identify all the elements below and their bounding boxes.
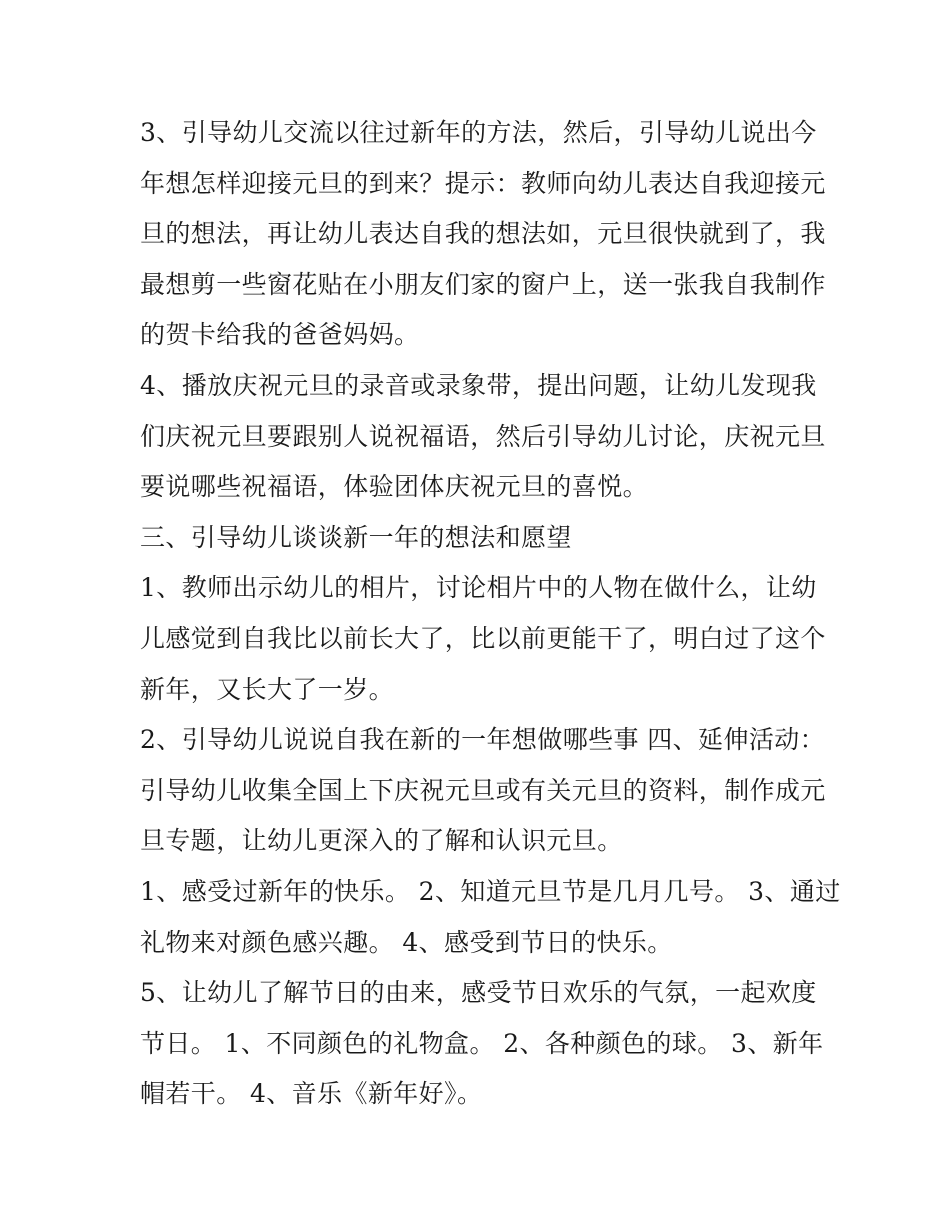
text-line: 5、让幼儿了解节日的由来，感受节日欢乐的气氛，一起欢度: [140, 978, 817, 1008]
text-line: 的贺卡给我的爸爸妈妈。: [140, 320, 420, 350]
text-line: 引导幼儿收集全国上下庆祝元旦或有关元旦的资料，制作成元: [140, 775, 826, 805]
document-body: [140, 108, 841, 1120]
text-line: 最想剪一些窗花贴在小朋友们家的窗户上，送一张我自我制作: [140, 269, 826, 299]
section-heading: 三、引导幼儿谈谈新一年的想法和愿望: [140, 522, 572, 552]
text-line: 年想怎样迎接元旦的到来？提示：教师向幼儿表达自我迎接元: [140, 168, 826, 198]
text-line: 旦专题，让幼儿更深入的了解和认识元旦。: [140, 826, 623, 856]
text-line: 1、感受过新年的快乐。 2、知道元旦节是几月几号。 3、通过: [140, 876, 841, 906]
text-line: 2、引导幼儿说说自我在新的一年想做哪些事 四、延伸活动：: [140, 725, 826, 755]
text-line: 礼物来对颜色感兴趣。 4、感受到节日的快乐。: [140, 927, 673, 957]
text-line: 旦的想法，再让幼儿表达自我的想法如，元旦很快就到了，我: [140, 219, 826, 249]
text-line: 儿感觉到自我比以前长大了，比以前更能干了，明白过了这个: [140, 623, 826, 653]
text-line: 节日。 1、不同颜色的礼物盒。 2、各种颜色的球。 3、新年: [140, 1028, 824, 1058]
text-line: 1、教师出示幼儿的相片，讨论相片中的人物在做什么，让幼: [140, 573, 817, 603]
text-line: 3、引导幼儿交流以往过新年的方法，然后，引导幼儿说出今: [140, 118, 817, 147]
text-line: 帽若干。 4、音乐《新年好》。: [140, 1079, 483, 1109]
text-line: 新年，又长大了一岁。: [140, 674, 395, 704]
text-line: 要说哪些祝福语，体验团体庆祝元旦的喜悦。: [140, 472, 649, 502]
text-line: 们庆祝元旦要跟别人说祝福语，然后引导幼儿讨论，庆祝元旦: [140, 421, 826, 451]
text-line: 4、播放庆祝元旦的录音或录象带，提出问题，让幼儿发现我: [140, 370, 817, 400]
